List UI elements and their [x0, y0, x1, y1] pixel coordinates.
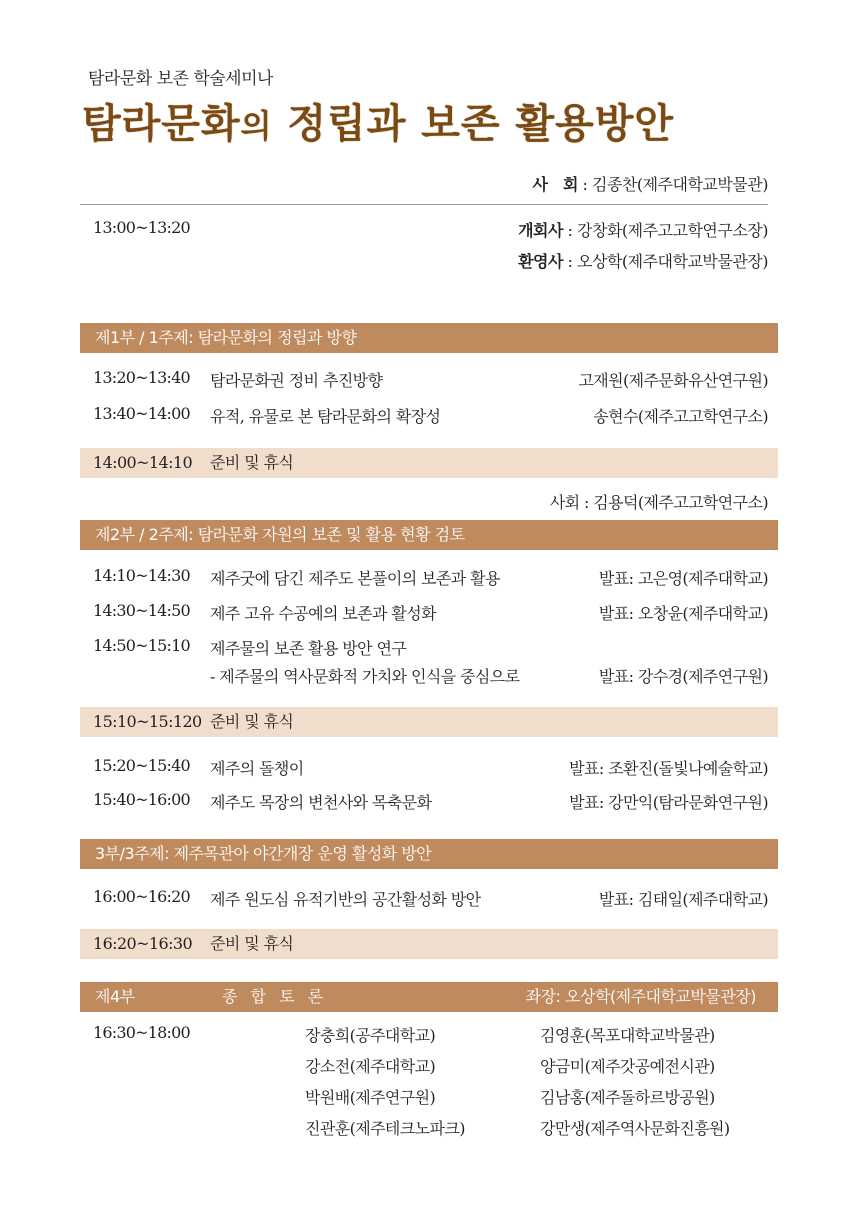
session-2-item-5-speaker: 발표: 강만익(탐라문화연구원) — [569, 793, 768, 812]
session-2-item-3-time: 14:50~15:10 — [93, 636, 190, 655]
opening-time: 13:00~13:20 — [93, 218, 190, 237]
session-2-item-4-topic: 제주의 돌챙이 — [210, 759, 304, 778]
session-2-item-1-speaker: 발표: 고은영(제주대학교) — [598, 569, 768, 588]
session-4-part: 제4부 — [95, 987, 135, 1006]
session-2-item-4-time: 15:20~15:40 — [93, 756, 190, 775]
panelist-left-1: 장충희(공주대학교) — [305, 1026, 436, 1045]
title-part-3: 정립과 보존 활용방안 — [272, 101, 675, 147]
break-3-time: 16:20~16:30 — [93, 934, 193, 953]
panelist-right-4: 강만생(제주역사문화진흥원) — [540, 1119, 730, 1138]
break-1-time: 14:00~14:10 — [93, 453, 193, 472]
welcome-address-value: : 오상학(제주대학교박물관장) — [562, 252, 768, 271]
break-row-2 — [80, 707, 778, 737]
session-4-header — [80, 982, 778, 1012]
session-3-item-1-topic: 제주 원도심 유적기반의 공간활성화 방안 — [210, 890, 481, 909]
moderator-line — [533, 172, 769, 195]
break-row-1 — [80, 448, 778, 478]
panelist-left-4: 진관훈(제주테크노파크) — [305, 1119, 465, 1138]
break-2-time: 15:10~15:120 — [93, 712, 202, 731]
session-2-item-3-speaker: 발표: 강수경(제주연구원) — [598, 667, 768, 686]
session-3-item-1-time: 16:00~16:20 — [93, 887, 190, 906]
session-1-item-2-time: 13:40~14:00 — [93, 404, 190, 423]
session-1-item-1-topic: 탐라문화권 정비 추진방향 — [210, 371, 383, 390]
welcome-address-label: 환영사 — [518, 252, 563, 271]
break-2-label: 준비 및 휴식 — [210, 712, 294, 731]
event-subtitle: 탐라문화 보존 학술세미나 — [88, 69, 273, 89]
session-2-item-1-time: 14:10~14:30 — [93, 566, 190, 585]
session-4-time: 16:30~18:00 — [93, 1023, 190, 1042]
panelist-right-3: 김남홍(제주돌하르방공원) — [540, 1088, 715, 1107]
panelist-right-2: 양금미(제주갓공예전시관) — [540, 1057, 715, 1076]
title-part-2: 의 — [240, 107, 273, 145]
session-3-header: 3부/3주제: 제주목관아 야간개장 운영 활성화 방안 — [80, 839, 778, 869]
opening-address-line — [518, 218, 768, 241]
session-2-item-1-topic: 제주굿에 담긴 제주도 본풀이의 보존과 활용 — [210, 569, 500, 588]
panelist-left-2: 강소전(제주대학교) — [305, 1057, 436, 1076]
opening-address-value: : 강창화(제주고고학연구소장) — [562, 221, 768, 240]
break-row-3 — [80, 929, 778, 959]
break-1-label: 준비 및 휴식 — [210, 453, 294, 472]
session-2-item-3-subtopic: - 제주물의 역사문화적 가치와 인식을 중심으로 — [210, 667, 520, 686]
session-2-item-4-speaker: 발표: 조환진(돌빛나예술학교) — [569, 759, 768, 778]
session-3-item-1-speaker: 발표: 김태일(제주대학교) — [598, 890, 768, 909]
title-part-1: 탐라문화 — [82, 101, 241, 147]
session-2-item-2-speaker: 발표: 오창윤(제주대학교) — [598, 604, 768, 623]
moderator-value: : 김종찬(제주대학교박물관) — [577, 175, 768, 194]
session-2-item-3-topic: 제주물의 보존 활용 방안 연구 — [210, 639, 407, 658]
session-1-item-2-speaker: 송현수(제주고고학연구소) — [593, 407, 768, 426]
session-1-header: 제1부 / 1주제: 탐라문화의 정립과 방향 — [80, 323, 778, 353]
event-title — [82, 92, 674, 149]
moderator-label: 사 회 — [532, 175, 578, 194]
session-4-title: 종 합 토 론 — [222, 987, 328, 1006]
separator-line — [80, 204, 768, 205]
welcome-address-line — [518, 249, 768, 272]
session-4-chair: 좌장: 오상학(제주대학교박물관장) — [525, 987, 756, 1006]
session-1-item-2-topic: 유적, 유물로 본 탐라문화의 확장성 — [210, 407, 441, 426]
session-1-item-1-time: 13:20~13:40 — [93, 368, 190, 387]
panelist-left-3: 박원배(제주연구원) — [305, 1088, 436, 1107]
break-3-label: 준비 및 휴식 — [210, 934, 294, 953]
session-2-header: 제2부 / 2주제: 탐라문화 자원의 보존 및 활용 현황 검토 — [80, 520, 778, 550]
panelist-right-1: 김영훈(목포대학교박물관) — [540, 1026, 715, 1045]
session-2-item-5-time: 15:40~16:00 — [93, 790, 190, 809]
session-2-moderator: 사회 : 김용덕(제주고고학연구소) — [549, 493, 768, 512]
session-2-item-2-topic: 제주 고유 수공예의 보존과 활성화 — [210, 604, 436, 623]
session-2-item-5-topic: 제주도 목장의 변천사와 목축문화 — [210, 793, 432, 812]
session-2-item-2-time: 14:30~14:50 — [93, 601, 190, 620]
opening-address-label: 개회사 — [518, 221, 563, 240]
session-1-item-1-speaker: 고재원(제주문화유산연구원) — [578, 371, 768, 390]
